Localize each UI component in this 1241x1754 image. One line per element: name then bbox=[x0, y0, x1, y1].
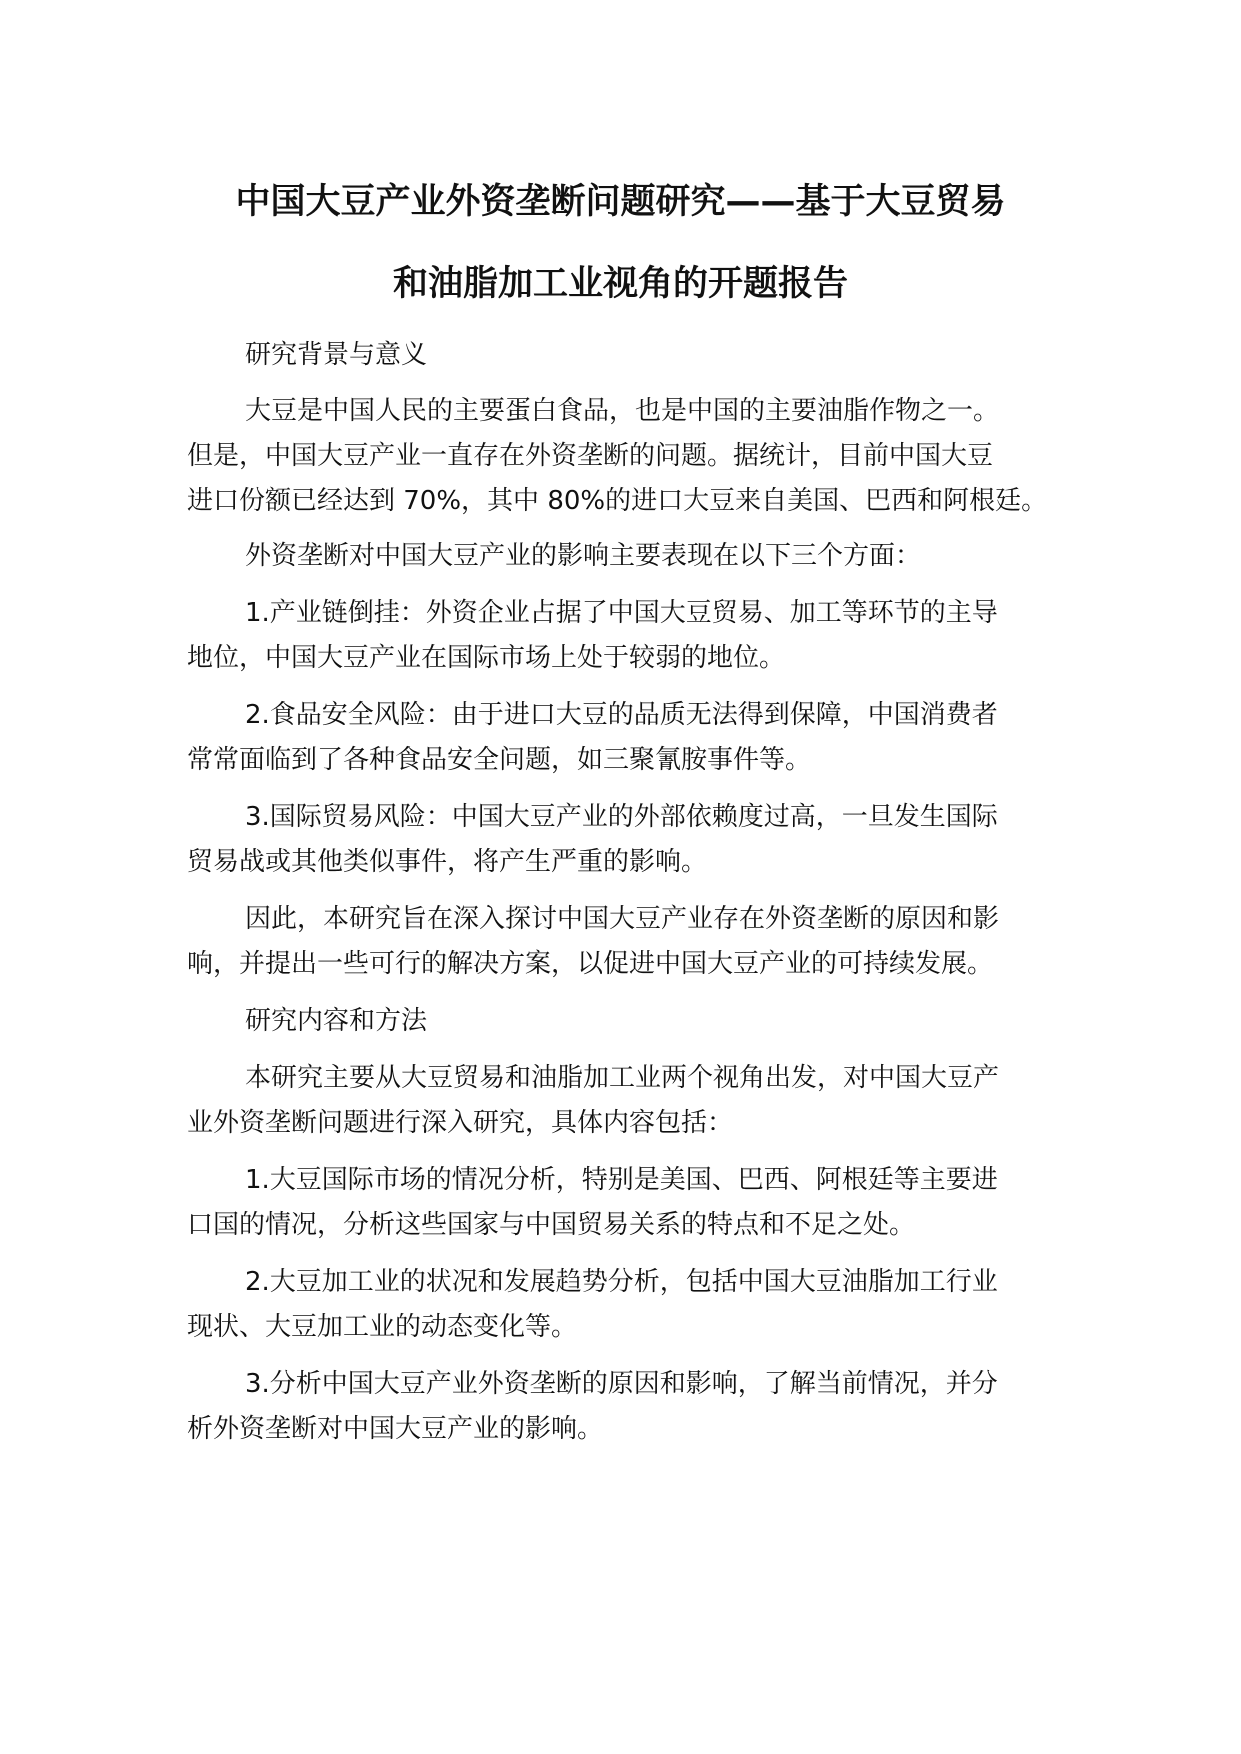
list-item-line: 贸易战或其他类似事件，将产生严重的影响。 bbox=[187, 847, 708, 877]
list-item-line: 3.分析中国大豆产业外资垄断的原因和影响，了解当前情况，并分 bbox=[245, 1369, 998, 1399]
section-heading-content-methods: 研究内容和方法 bbox=[245, 1006, 428, 1036]
section-heading-background: 研究背景与意义 bbox=[245, 340, 428, 370]
paragraph-line: 响，并提出一些可行的解决方案，以促进中国大豆产业的可持续发展。 bbox=[187, 949, 994, 979]
document-title-line-2: 和油脂加工业视角的开题报告 bbox=[392, 264, 848, 304]
list-item-line: 3.国际贸易风险：中国大豆产业的外部依赖度过高，一旦发生国际 bbox=[245, 802, 998, 832]
list-item-line: 1.大豆国际市场的情况分析，特别是美国、巴西、阿根廷等主要进 bbox=[245, 1165, 998, 1195]
list-item-line: 2.大豆加工业的状况和发展趋势分析，包括中国大豆油脂加工行业 bbox=[245, 1267, 998, 1297]
list-item-line: 1.产业链倒挂：外资企业占据了中国大豆贸易、加工等环节的主导 bbox=[245, 598, 998, 628]
paragraph-line: 业外资垄断问题进行深入研究，具体内容包括： bbox=[187, 1108, 734, 1138]
paragraph-line: 进口份额已经达到 70%，其中 80%的进口大豆来自美国、巴西和阿根廷。 bbox=[187, 486, 1048, 516]
list-item-line: 常常面临到了各种食品安全问题，如三聚氰胺事件等。 bbox=[187, 745, 812, 775]
paragraph-line: 本研究主要从大豆贸易和油脂加工业两个视角出发，对中国大豆产 bbox=[245, 1063, 1000, 1093]
paragraph-line: 外资垄断对中国大豆产业的影响主要表现在以下三个方面： bbox=[245, 541, 922, 571]
list-item-line: 口国的情况，分析这些国家与中国贸易关系的特点和不足之处。 bbox=[187, 1210, 916, 1240]
paragraph-line: 大豆是中国人民的主要蛋白食品，也是中国的主要油脂作物之一。 bbox=[245, 396, 1000, 426]
paragraph-line: 因此，本研究旨在深入探讨中国大豆产业存在外资垄断的原因和影 bbox=[245, 904, 1000, 934]
list-item-line: 现状、大豆加工业的动态变化等。 bbox=[187, 1312, 578, 1342]
list-item-line: 2.食品安全风险：由于进口大豆的品质无法得到保障，中国消费者 bbox=[245, 700, 998, 730]
paragraph-line: 但是，中国大豆产业一直存在外资垄断的问题。据统计，目前中国大豆 bbox=[187, 441, 994, 471]
document-title-line-1: 中国大豆产业外资垄断问题研究——基于大豆贸易 bbox=[235, 182, 1006, 222]
list-item-line: 地位，中国大豆产业在国际市场上处于较弱的地位。 bbox=[187, 643, 786, 673]
list-item-line: 析外资垄断对中国大豆产业的影响。 bbox=[187, 1414, 604, 1444]
